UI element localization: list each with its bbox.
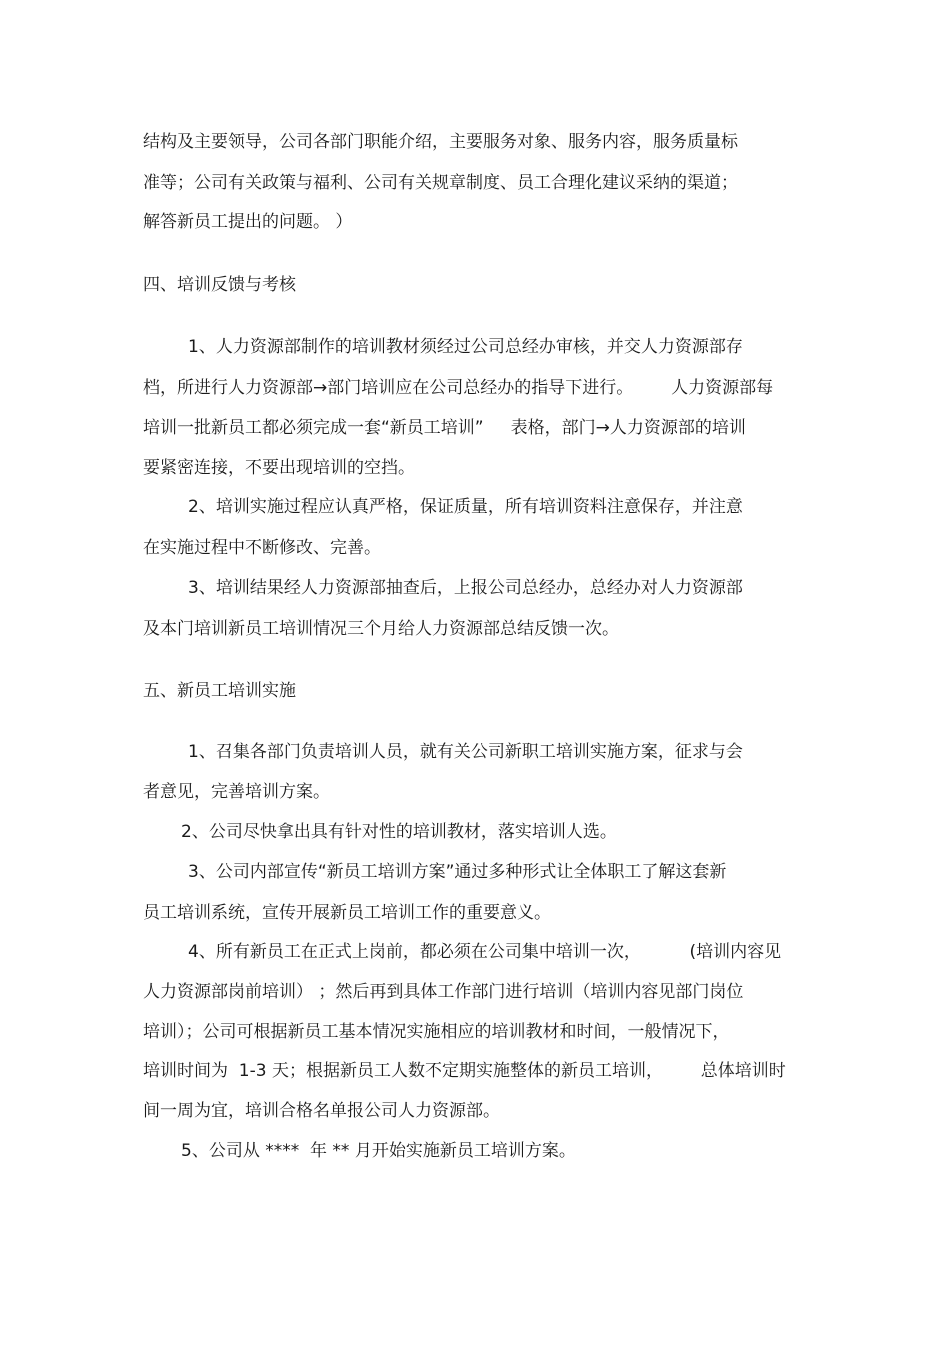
section-heading: 四、培训反馈与考核 xyxy=(143,275,296,295)
text-line: 结构及主要领导，公司各部门职能介绍，主要服务对象、服务内容，服务质量标 xyxy=(143,132,738,152)
text-line: 3、公司内部宣传“新员工培训方案”通过多种形式让全体职工了解这套新 xyxy=(188,862,727,882)
text-line: 3、培训结果经人力资源部抽查后，上报公司总经办，总经办对人力资源部 xyxy=(188,578,743,598)
text-line: 要紧密连接，不要出现培训的空挡。 xyxy=(143,458,415,478)
text-line: 者意见，完善培训方案。 xyxy=(143,782,330,802)
text-line: 培训时间为 1-3 天；根据新员工人数不定期实施整体的新员工培训， 总体培训时 xyxy=(143,1061,786,1081)
text-line: 4、所有新员工在正式上岗前，都必须在公司集中培训一次， (培训内容见 xyxy=(188,942,782,962)
text-line: 培训）；公司可根据新员工基本情况实施相应的培训教材和时间，一般情况下， xyxy=(143,1022,730,1042)
text-line: 人力资源部岗前培训） ；然后再到具体工作部门进行培训（培训内容见部门岗位 xyxy=(143,982,744,1002)
text-line: 2、培训实施过程应认真严格，保证质量，所有培训资料注意保存，并注意 xyxy=(188,497,743,517)
text-line: 1、召集各部门负责培训人员，就有关公司新职工培训实施方案，征求与会 xyxy=(188,742,743,762)
text-line: 1、人力资源部制作的培训教材须经过公司总经办审核，并交人力资源部存 xyxy=(188,337,743,357)
text-line: 培训一批新员工都必须完成一套“新员工培训” 表格，部门→人力资源部的培训 xyxy=(143,418,746,438)
text-line: 解答新员工提出的问题。 ） xyxy=(143,212,353,232)
text-line: 及本门培训新员工培训情况三个月给人力资源部总结反馈一次。 xyxy=(143,619,619,639)
text-line: 间一周为宜，培训合格名单报公司人力资源部。 xyxy=(143,1101,500,1121)
text-line: 准等；公司有关政策与福利、公司有关规章制度、员工合理化建议采纳的渠道； xyxy=(143,173,738,193)
text-line: 员工培训系统，宣传开展新员工培训工作的重要意义。 xyxy=(143,903,551,923)
text-line: 2、公司尽快拿出具有针对性的培训教材，落实培训人选。 xyxy=(181,822,617,842)
text-line: 档，所进行人力资源部→部门培训应在公司总经办的指导下进行。 人力资源部每 xyxy=(143,378,774,398)
section-heading: 五、新员工培训实施 xyxy=(143,681,296,701)
text-line: 在实施过程中不断修改、完善。 xyxy=(143,538,381,558)
text-line: 5、公司从 **** 年 ** 月开始实施新员工培训方案。 xyxy=(181,1141,576,1161)
